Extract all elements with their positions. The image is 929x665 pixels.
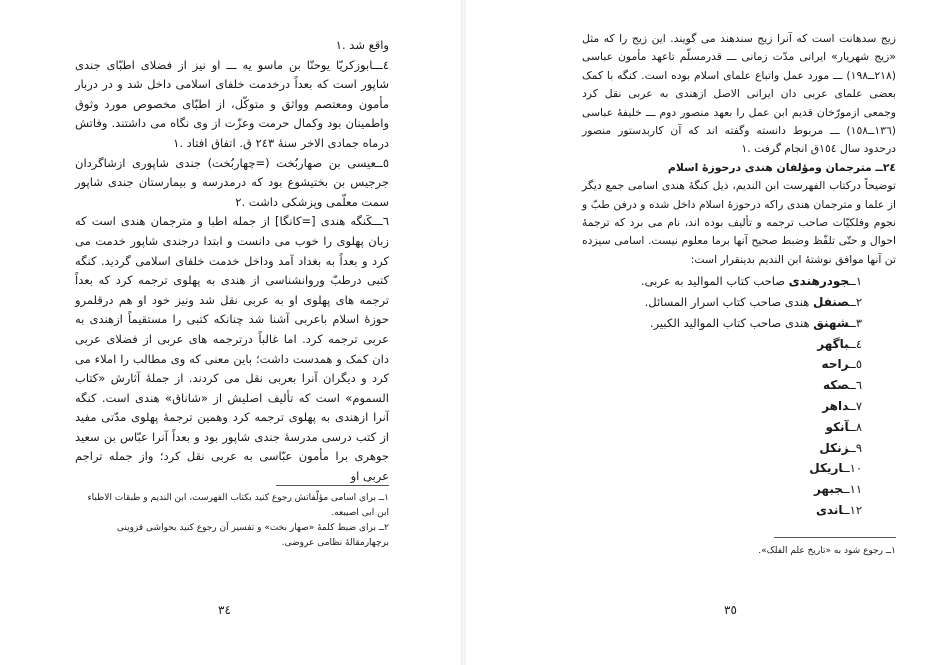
list-item: ١١ــجبهر: [813, 482, 862, 497]
left-page-body: [75, 36, 389, 487]
footnote: ٢ــ برای ضبط کلمهٔ «صهار بخت» و تفسیر آن رجوع کنید بحواشی قزوینی برچهارمقالهٔ نظامی عروضی.: [116, 523, 389, 548]
paragraph: واقع شد .١: [335, 38, 389, 52]
paragraph: توضیحاً درکتاب الفهرست ابن الندیم، ذیل کنگهٔ هندی اسامی جمع دیگر از علما و مترجمان هندی راکه درحوزهٔ اسلام داخل شده و درفن طبّ و نجوم وفلکیّات صاحب ترجمه و تألیف بوده اند، نام می برد که ترجمهٔ احوال و حتّی تلفّظ وضبط صحیح آنها برما معلوم نیست. اسامی سیزده تن آنها موافق نوشتهٔ ابن الندیم بدینقرار است:: [582, 179, 896, 266]
list-item: ٣ــشهنق هندی صاحب کتاب المواليد الكبير.: [649, 315, 862, 330]
paragraph: ٤ـــابوزکریّا یوحنّا بن ماسو یه ـــ او نیز از فضلای اطبّای جندی شاپور است که بعداً درخدمت خلفای اسلامی داخل شد و در دربار مأمون ومعتصم وواثق و متوکّل، از اطبّای مخصوص مورد وثوق واطمینان بود وکمال حرمت وعزّت از وی نگاه می داشتند. وفاتش درماه جمادی الاخر سنهٔ ٢٤٣ ق. اتفاق افتاد .١: [75, 57, 389, 150]
footnote-divider: [276, 485, 389, 486]
right-footnotes: [582, 544, 896, 559]
right-page-body: [582, 30, 896, 521]
left-footnotes: [75, 491, 389, 551]
intro-paragraph: زیج سدهانت است که آنرا زیج سندهند می گویند. این زیج را که مثل «زیج شهریار» ایرانی مدّت زمانی ـــ قدرمسلّم تاعهد مأمون عباسی (٢١٨ــ١٩٨) ـــ مورد عمل واتباع علمای اسلام بوده است. کنگه با کمک بعضی علمای عربی دان ایرانی الاصل ازهندی به عربی نقل کرد وجمعی ازمورّخان قدیم ابن عمل را بعهد منصور دوم ـــ خلیفهٔ عباسی (١٣٦ــ١٥٨) ـــ مربوط دانسته وگفته اند که آن کاربدستور منصور درحدود سال ١٥٤ق انجام گرفت .١: [582, 32, 896, 156]
footnote: ١ــ برای اسامی مؤلّفاتش رجوع کنید بکتاب الفهرست، ابن الندیم و طبقات الاطباء ابن ابی اصیبعه.: [87, 493, 389, 518]
list-item: ١ــجودرهندی صاحب کتاب المواليد به عربی.: [640, 274, 862, 289]
paragraph: ٥ــعیسی بن صهاربُخت (=چهاربُخت) جندی شاپوری ازشاگردان جرجیس بن بختیشوع بود که درمدرسه و بیمارستان جندی شاپور سمت معلّمی وپزشکی داشت .٢: [75, 155, 389, 209]
list-item: ١٠ــاریکل: [809, 461, 862, 476]
list-item: ٥ــراحه: [821, 357, 862, 372]
paragraph: ٦ـــکَنگه هندی [=کانگا] از جمله اطبا و مترجمان هندی است که زبان پهلوی را خوب می دانست و ابتدا درجندی شاپور خدمت می کرد و بعداً به بغداد آمد وداخل خدمت خلفای اسلامی گردید. کنگه کتبی درطبّ وروانشناسی از هندی به پهلوی ترجمه کرد که بعداً ترجمه های پهلوی او به عربی نقل شد ونیز خود او هم درقلمرو حوزهٔ اسلام باعربی آشنا شد چنانکه کتبی را مستقیماً ازهندی به عربی ترجمه کرد. اما غالباً درترجمه های عربی از فضلای عربی دان کمک و همدست داشت؛ باین معنی که وی مطالب را املاء می کرد و دیگران آنرا بعربی نقل می کردند. از جملهٔ آثارش «کتاب السموم» است که تألیف اصلیش از «شاناق» هندی است. کنگه آنرا ازهندی به پهلوی ترجمه کرد وهمین ترجمهٔ پهلوی مدّتی مفید از کتب درسی مدرسهٔ جندی شاپور بود و بعداً آنرا عبّاس بن سعید جوهری برا مأمون عبّاسی به عربی نقل کرد؛ واز جمله تراجم عربی او: [75, 214, 389, 484]
list-item: ٤ــباگهر: [817, 336, 862, 351]
left-page: [0, 0, 461, 665]
list-item: ٢ــصنفل هندی صاحب کتاب اسرار المسائل.: [644, 295, 862, 310]
page-number: ٣٥: [724, 603, 737, 617]
footnote-divider: [774, 537, 896, 538]
list-item: ٦ــصکه: [822, 378, 862, 393]
list-item: ٩ــزنکل: [819, 440, 862, 455]
list-item: ١٢ــاندی: [815, 503, 862, 518]
list-item: ٨ــآنکو: [825, 419, 862, 434]
footnote: ١ــ رجوع شود به «تاریخ علم الفلک».: [758, 546, 896, 556]
page-number: ٣٤: [218, 603, 231, 617]
right-page: [466, 0, 929, 665]
list-item: ٧ــداهر: [822, 399, 862, 414]
section-heading: ٢٤ــ مترجمان ومؤلفان هندی درحوزهٔ اسلام: [667, 160, 896, 174]
translators-list: [582, 271, 896, 521]
